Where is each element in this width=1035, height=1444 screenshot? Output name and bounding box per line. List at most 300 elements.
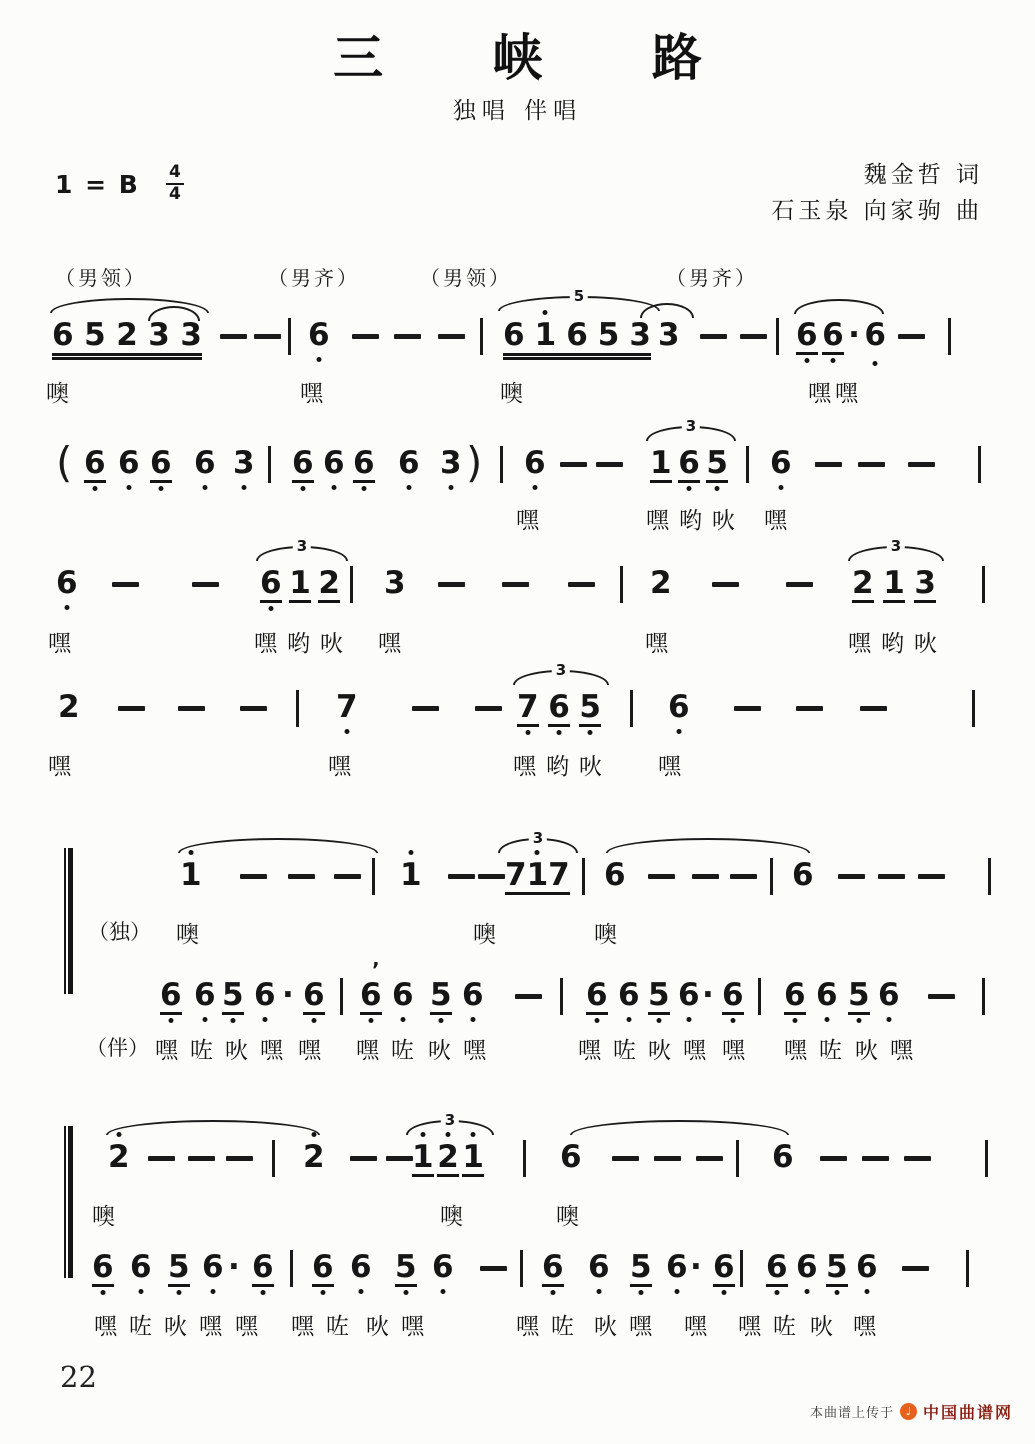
note-digit: 1 (462, 1142, 484, 1177)
octave-dot-low (550, 1290, 555, 1295)
barline (500, 446, 503, 483)
note-digit: 2 (318, 565, 340, 601)
duration-dash (734, 706, 761, 711)
note-digit: 6 (84, 448, 106, 483)
duration-dash (815, 462, 842, 467)
lyric-text: 噢 (46, 381, 81, 407)
octave-dot-low (792, 1018, 797, 1023)
system-brace (64, 848, 73, 994)
octave-dot-low (202, 485, 207, 490)
barline (948, 318, 951, 355)
duration-dash (918, 874, 945, 879)
note-digit: 1 (400, 860, 422, 891)
note-digit: 6 (796, 1252, 818, 1283)
duration-dash (515, 994, 542, 999)
note (350, 1249, 372, 1285)
note (796, 1249, 818, 1285)
lyric-text: 嘿 (328, 754, 363, 780)
duration-dash (560, 462, 587, 467)
note-digit: 3 (629, 317, 651, 353)
duration-dash (334, 874, 361, 879)
note (766, 1249, 788, 1287)
note-digit: · (848, 317, 860, 353)
octave-dot-low (730, 1018, 735, 1023)
note-group (650, 445, 728, 483)
note-digit: 1 (527, 860, 549, 895)
duration-dash (254, 334, 281, 339)
note-digit: 6 (56, 568, 78, 599)
duration-dash (478, 874, 505, 879)
lyric-text: 吙嘿 (594, 1314, 664, 1340)
note-digit: 2 (437, 1142, 459, 1177)
note (150, 445, 172, 483)
note (792, 857, 814, 893)
note (58, 689, 80, 725)
note (180, 857, 202, 893)
note (713, 1249, 735, 1287)
note-digit: 5 (395, 1252, 417, 1287)
duration-dash (898, 334, 925, 339)
barline (982, 978, 985, 1015)
octave-dot-low (262, 1017, 267, 1022)
lyric-text: 嘿 (378, 631, 413, 657)
lyric-text: 噢 (500, 381, 535, 407)
octave-dot-low (331, 485, 336, 490)
note (292, 445, 314, 483)
note-digit: 6 (260, 568, 282, 603)
barline (746, 446, 749, 483)
duration-dash (648, 874, 675, 879)
note (92, 1249, 114, 1287)
lyric-text: 嘿 (48, 631, 83, 657)
note (194, 977, 216, 1013)
octave-dot-low (64, 605, 69, 610)
lyric-text: 噢 (440, 1204, 475, 1230)
augmentation-dot: · (690, 1249, 702, 1285)
note-digit: 6 (542, 1252, 564, 1287)
note-digit: 6 (586, 980, 608, 1015)
lyric-text: 嘿 (516, 508, 551, 534)
octave-dot-low (656, 1018, 661, 1023)
tuplet-number: 3 (887, 539, 905, 554)
note-digit: 6 (52, 317, 74, 353)
note-digit: 5 (168, 1252, 190, 1287)
barline (985, 1140, 988, 1177)
note-digit: 6 (392, 980, 414, 1011)
octave-dot-low (715, 486, 720, 491)
octave-dot-low (556, 730, 561, 735)
note-digit: 6 (202, 1252, 224, 1283)
lyric-text: 噢 (92, 1204, 127, 1230)
note-digit: 2 (650, 565, 672, 601)
note-group (505, 857, 570, 895)
note-digit: 6 (130, 1252, 152, 1283)
note (202, 1249, 224, 1285)
note-digit: 1 (883, 565, 905, 601)
note-digit: 1 (412, 1142, 434, 1177)
note (118, 445, 140, 481)
note-digit: 6 (323, 448, 345, 479)
duration-dash (502, 582, 529, 587)
note (395, 1249, 417, 1287)
lyric-text: 嘿嘿 (808, 381, 862, 407)
duration-dash (240, 874, 267, 879)
note-digit: 6 (194, 980, 216, 1011)
octave-dot-low (268, 606, 273, 611)
note-digit: 1 (289, 565, 311, 601)
watermark-prefix: 本曲谱上传于 (809, 1406, 894, 1421)
note (308, 317, 330, 353)
note-digit: 6 (194, 448, 216, 479)
note-group (503, 317, 651, 356)
note (848, 977, 870, 1015)
duration-dash (448, 874, 475, 879)
note-digit: 7 (505, 857, 527, 893)
tuplet-bracket (513, 661, 609, 685)
note-digit: 6 (462, 980, 484, 1011)
octave-dot-low (448, 485, 453, 490)
note-digit: 5 (706, 448, 728, 483)
note (222, 977, 244, 1015)
octave-dot-low (886, 1017, 891, 1022)
duration-dash (878, 874, 905, 879)
note (160, 977, 182, 1015)
duration-dash (928, 994, 955, 999)
note-group (796, 317, 886, 355)
note (588, 1249, 610, 1285)
octave-dot-low (260, 1290, 265, 1295)
octave-dot-low (158, 486, 163, 491)
note-digit: 6 (548, 692, 570, 727)
octave-dot-low (344, 729, 349, 734)
note (56, 565, 78, 601)
octave-dot-low (440, 1289, 445, 1294)
note-digit: 6 (766, 1252, 788, 1287)
lyric-text: 嘿哟吙 (646, 508, 745, 534)
barline (972, 690, 975, 727)
octave-dot-low (804, 358, 809, 363)
watermark-site-name: 中国曲谱网 (922, 1403, 1013, 1422)
composer-credit: 石玉泉 向家驹 曲 (771, 197, 983, 224)
note (618, 977, 640, 1013)
octave-dot-low (532, 485, 537, 490)
barline (776, 318, 779, 355)
slur-arc (178, 838, 378, 853)
note-digit: 6 (566, 317, 588, 353)
note (524, 445, 546, 481)
barline (770, 858, 773, 895)
note (604, 857, 626, 893)
duration-dash (178, 706, 205, 711)
note-digit: 6 (432, 1252, 454, 1283)
note-digit: 5 (597, 317, 620, 353)
note-digit: 2 (116, 317, 138, 353)
barline (620, 566, 623, 603)
duration-dash (700, 334, 727, 339)
lyric-text: 嘿 (645, 631, 680, 657)
parenthesis: ( (56, 438, 73, 487)
note-digit: 6 (92, 1252, 114, 1287)
duration-dash (838, 874, 865, 879)
lyric-text: （伴） (86, 1036, 149, 1060)
lyric-text: 嘿哟吙 (848, 631, 947, 657)
duration-dash (288, 874, 315, 879)
octave-dot-low (721, 1290, 726, 1295)
note-digit: 7 (517, 692, 539, 727)
barline (268, 446, 271, 483)
octave-dot-low (676, 729, 681, 734)
note (678, 977, 700, 1013)
octave-dot-low (100, 1290, 105, 1295)
duration-dash (712, 582, 739, 587)
note (772, 1139, 794, 1175)
octave-dot-low (686, 486, 691, 491)
note (440, 445, 462, 481)
note (252, 1249, 274, 1287)
note (878, 977, 900, 1013)
tuplet-number: 3 (293, 539, 311, 554)
duration-dash (908, 462, 935, 467)
barline (560, 978, 563, 1015)
octave-dot-low (311, 1018, 316, 1023)
duration-dash (568, 582, 595, 587)
lyric-text: 嘿 (722, 1038, 757, 1064)
note-digit: 6 (792, 857, 814, 893)
lyric-text: 嘿咗吙嘿 (94, 1314, 234, 1340)
lyric-text: 嘿咗 (784, 1038, 854, 1064)
lyric-text: 嘿哟吙 (254, 631, 353, 657)
note-digit: 6 (678, 980, 700, 1011)
octave-dot-low (824, 1017, 829, 1022)
octave-dot-low (438, 1018, 443, 1023)
augmentation-dot: · (228, 1249, 240, 1285)
note-digit: 6 (292, 448, 314, 483)
note-digit: 6 (772, 1139, 794, 1175)
voice-section-label: （男领） (55, 266, 147, 290)
note-digit: 1 (650, 445, 672, 481)
note-digit: 6 (822, 320, 844, 355)
barline (982, 566, 985, 603)
barline (758, 978, 761, 1015)
octave-dot-low (638, 1290, 643, 1295)
note-digit: 6 (604, 857, 626, 893)
duration-dash (475, 706, 502, 711)
note-digit: 5 (84, 317, 106, 353)
duration-dash (730, 874, 757, 879)
duration-dash (902, 1266, 929, 1271)
augmentation-dot: · (282, 977, 294, 1013)
note (462, 977, 484, 1013)
octave-dot-low (525, 730, 530, 735)
page-number: 22 (60, 1360, 97, 1394)
octave-dot-low (403, 1290, 408, 1295)
lyric-text: 噢 (176, 922, 211, 948)
note (586, 977, 608, 1015)
tuplet-bracket (848, 537, 944, 561)
note (360, 977, 382, 1015)
note-digit: 6 (678, 448, 700, 483)
note-digit: 3 (233, 448, 255, 479)
octave-dot-low (864, 1289, 869, 1294)
barline (520, 1250, 523, 1287)
lyric-text: 噢 (556, 1204, 591, 1230)
note-digit: 6 (524, 448, 546, 479)
duration-dash (118, 706, 145, 711)
barline (296, 690, 299, 727)
qupu-site-logo-icon: ♩ (900, 1403, 917, 1420)
note (398, 445, 420, 481)
note-group (260, 565, 340, 603)
duration-dash (612, 1156, 639, 1161)
barline (372, 858, 375, 895)
duration-dash (860, 706, 887, 711)
octave-dot-low (400, 1017, 405, 1022)
barline (480, 318, 483, 355)
octave-dot-low (316, 357, 321, 362)
lyric-text: 嘿 (764, 508, 799, 534)
note (384, 565, 406, 601)
duration-dash (412, 706, 439, 711)
tuplet-bracket (646, 417, 736, 441)
lyric-text: 嘿 (48, 754, 83, 780)
duration-dash (240, 706, 267, 711)
duration-dash (820, 1156, 847, 1161)
note-digit: 6 (350, 1252, 372, 1283)
octave-dot-low (674, 1289, 679, 1294)
lyricist-credit: 魏金哲 词 (863, 162, 983, 188)
note-digit: 6 (618, 980, 640, 1011)
octave-dot-high (408, 850, 413, 855)
note-digit: 6 (160, 980, 182, 1015)
lyric-text: 嘿咗吙嘿 (578, 1038, 718, 1064)
barline (288, 318, 291, 355)
octave-dot-low (210, 1289, 215, 1294)
octave-dot-low (300, 486, 305, 491)
octave-dot-low (241, 485, 246, 490)
note-digit: 7 (336, 692, 358, 723)
duration-dash (596, 462, 623, 467)
tuplet-number: 3 (682, 419, 700, 434)
lyric-text: 嘿咗 (738, 1314, 808, 1340)
duration-dash (858, 462, 885, 467)
note (323, 445, 345, 481)
watermark (810, 1400, 1013, 1423)
octave-dot-low (834, 1290, 839, 1295)
breath-mark: ’ (372, 958, 380, 982)
note (784, 977, 806, 1015)
lyric-text: 噢 (473, 922, 508, 948)
parenthesis: ) (466, 438, 483, 487)
note-digit: 6 (878, 980, 900, 1011)
note-digit: 6 (560, 1139, 582, 1175)
octave-dot-low (368, 1018, 373, 1023)
key-signature: 1 = B (55, 170, 140, 199)
octave-dot-low (202, 1017, 207, 1022)
barline (988, 858, 991, 895)
time-signature-numerator: 4 (166, 163, 184, 185)
duration-dash (394, 334, 421, 339)
duration-dash (696, 1156, 723, 1161)
slur-arc (606, 838, 810, 853)
note-digit: 5 (222, 980, 244, 1015)
note (303, 1139, 325, 1175)
tuplet-bracket (498, 829, 578, 853)
barline (290, 1250, 293, 1287)
duration-dash (188, 1156, 215, 1161)
note-digit: 6 (118, 448, 140, 479)
voice-section-label: （男领） (420, 266, 512, 290)
duration-dash (438, 582, 465, 587)
note-digit: 6 (503, 317, 525, 353)
note-digit: 6 (666, 1252, 688, 1283)
note (770, 445, 792, 481)
duration-dash (386, 1156, 413, 1161)
note (432, 1249, 454, 1285)
octave-dot-low (686, 1017, 691, 1022)
note (336, 689, 358, 725)
note (648, 977, 670, 1015)
note-digit: 6 (864, 320, 886, 355)
note-group (517, 689, 601, 727)
note-digit: 2 (108, 1142, 130, 1173)
note (666, 1249, 688, 1285)
octave-dot-low (830, 358, 835, 363)
tuplet-bracket (406, 1111, 494, 1135)
note-digit: 2 (852, 565, 874, 601)
slur-arc (106, 1120, 320, 1135)
lyric-text: 嘿咗 (356, 1038, 426, 1064)
octave-dot-low (230, 1018, 235, 1023)
tuplet-number: 3 (529, 831, 547, 846)
lyric-text: 嘿哟吙 (513, 754, 612, 780)
barline (272, 1140, 275, 1177)
barline (582, 858, 585, 895)
note (630, 1249, 652, 1287)
octave-dot-low (626, 1017, 631, 1022)
note-digit: 6 (398, 448, 420, 479)
tuplet-number: 3 (441, 1113, 459, 1128)
note (650, 565, 672, 601)
duration-dash (480, 1266, 507, 1271)
note-digit: 6 (770, 448, 792, 479)
lyric-text: 嘿 (298, 1038, 333, 1064)
lyric-text: 吙嘿 (855, 1038, 925, 1064)
lyric-text: 噢 (594, 922, 629, 948)
duration-dash (692, 874, 719, 879)
octave-dot-low (588, 730, 593, 735)
note (303, 977, 325, 1015)
octave-dot-low (168, 1018, 173, 1023)
note-digit: 3 (440, 448, 462, 479)
note-digit: 5 (826, 1252, 848, 1287)
note-digit: 7 (548, 857, 570, 893)
song-title: 三 峡 路 (333, 28, 748, 87)
note-digit: 1 (180, 860, 202, 891)
note-digit: 6 (150, 448, 172, 483)
note-group (412, 1139, 484, 1177)
augmentation-dot: · (702, 977, 714, 1013)
octave-dot-low (320, 1290, 325, 1295)
lyric-text: （独） (88, 920, 151, 944)
note-digit: 6 (303, 980, 325, 1015)
tuplet-bracket (498, 287, 660, 311)
note-digit: 5 (579, 692, 601, 727)
lyric-text: 嘿咗 (291, 1314, 361, 1340)
octave-dot-low (126, 485, 131, 490)
lyric-text: 嘿咗 (516, 1314, 586, 1340)
octave-dot-low (470, 1017, 475, 1022)
note (130, 1249, 152, 1285)
